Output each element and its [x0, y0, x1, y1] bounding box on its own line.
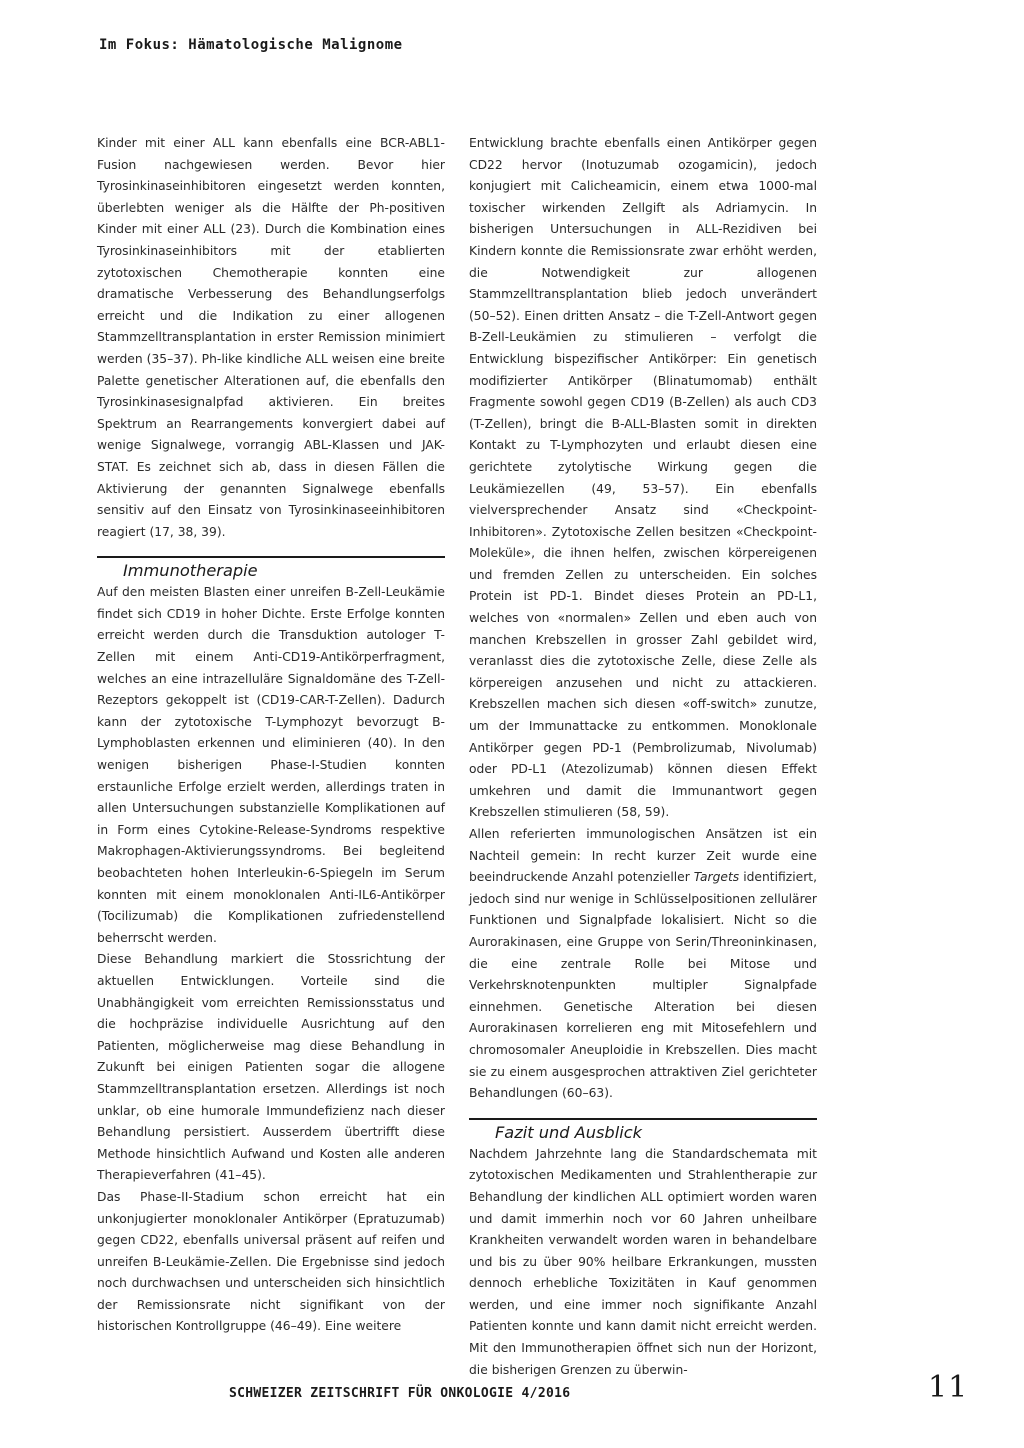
- body-paragraph: Diese Behandlung markiert die Stossrichtung der aktuellen Entwicklungen. Vorteile sind die Unabhängigkeit vom erreichten Remissionsstatus und die hochpräzise individuelle Ausrichtung auf den Patienten, möglicherweise mag diese Behandlung in Zukunft bei einigen Patienten sogar die allogene Stammzelltransplantation ersetzen. Allerdings ist noch unklar, ob eine humorale Immundefizienz nach dieser Behandlung persistiert. Ausserdem übertrifft diese Methode hinsichtlich Aufwand und Kosten alle anderen Therapieverfahren (41–45).: [97, 952, 445, 1183]
- running-title: Im Fokus: Hämatologische Malignome: [99, 37, 403, 53]
- section-title: Immunotherapie: [123, 561, 258, 581]
- section-fazit: [469, 1118, 817, 1144]
- section-title: Fazit und Ausblick: [495, 1122, 642, 1142]
- section-divider: [97, 556, 445, 558]
- italic-term: Targets: [693, 870, 740, 885]
- body-paragraph: Entwicklung brachte ebenfalls einen Antikörper gegen CD22 hervor (Inotuzumab ozogamicin), jedoch konjugiert mit Calicheamicin, einem etwa 1000-mal toxischer wirkenden Zellgift als Adriamycin. In bisherigen Untersuchungen in ALL-Rezidiven bei Kindern konnte die Remissionsrate zwar erhöht werden, die Notwendigkeit zur allogenen Stammzelltransplantation blieb jedoch unverändert (50–52). Einen dritten Ansatz – die T-Zell-Antwort gegen B-Zell-Leukämien zu stimulieren – verfolgt die Entwicklung bispezifischer Antikörper: Ein genetisch modifizierter Antikörper (Blinatumomab) enthält Fragmente sowohl gegen CD19 (B-Zellen) als auch CD3 (T-Zellen), bringt die B-ALL-Blasten somit in direkten Kontakt zu T-Lymphozyten und erlaubt diesen eine gerichtete zytolytische Wirkung gegen die Leukämiezellen (49, 53–57). Ein ebenfalls vielversprechender Ansatz sind «Checkpoint-Inhibitoren». Zytotoxische Zellen besitzen «Checkpoint-Moleküle», die ihnen helfen, zwischen körpereigenen und fremden Zellen zu unterscheiden. Ein solches Protein ist PD-1. Bindet dieses Protein an PD-L1, welches von «normalen» Zellen und eben auch von manchen Krebszellen in grosser Zahl gebildet wird, veranlasst dies die zytotoxische Zelle, diese Zelle als körpereigen anzusehen und nicht zu attackieren. Krebszellen machen sich diesen «off-switch» zunutze, um der Immunattacke zu entkommen. Monoklonale Antikörper gegen PD-1 (Pembrolizumab, Nivolumab) oder PD-L1 (Atezolizumab) können diesen Effekt umkehren und damit die Immunantwort gegen Krebszellen stimulieren (58, 59).: [469, 136, 817, 820]
- section-divider: [469, 1118, 817, 1120]
- page-number: 11: [928, 1370, 969, 1405]
- right-column: [469, 133, 817, 1381]
- body-paragraph: Das Phase-II-Stadium schon erreicht hat ein unkonjugierter monoklonaler Antikörper (Epratuzumab) gegen CD22, ebenfalls universal präsent auf reifen und unreifen B-Leukämie-Zellen. Die Ergebnisse sind jedoch noch durchwachsen und unterscheiden sich hinsichtlich der Remissionsrate nicht signifikant von der historischen Kontrollgruppe (46–49). Eine weitere: [97, 1189, 445, 1334]
- body-paragraph: Nachdem Jahrzehnte lang die Standardschemata mit zytotoxischen Medikamenten und Strahlentherapie zur Behandlung der kindlichen ALL optimiert worden waren und damit immerhin noch vor 60 Jahren unheilbare Krankheiten verwandelt worden waren in behandelbare und bis zu über 90% heilbare Erkrankungen, mussten dennoch erhebliche Toxizitäten in Kauf genommen werden, und eine immer noch signifikante Anzahl Patienten konnte und kann damit nicht erreicht werden. Mit den Immunotherapien öffnet sich nun der Horizont, die bisherigen Grenzen zu überwin-: [469, 1146, 817, 1377]
- text-run: Allen referierten immunologischen Ansätzen ist ein Nachteil gemein: In recht kurzer Zeit wurde eine beeindruckende Anzahl potenzieller: [469, 827, 817, 885]
- body-paragraph: Auf den meisten Blasten einer unreifen B-Zell-Leukämie findet sich CD19 in hoher Dichte. Erste Erfolge konnten erreicht werden durch die Transduktion autologer T-Zellen mit einem Anti-CD19-Antikörperfragment, welches an eine intrazelluläre Signaldomäne des T-Zell-Rezeptors gekoppelt ist (CD19-CAR-T-Zellen). Dadurch kann der zytotoxische T-Lymphozyt bevorzugt B-Lymphoblasten erkennen und eliminieren (40). In den wenigen bisherigen Phase-I-Studien konnten erstaunliche Erfolge erzielt werden, allerdings traten in allen Untersuchungen substanzielle Komplikationen auf in Form eines Cytokine-Release-Syndroms respektive Makrophagen-Aktivierungssyndroms. Bei begleitend beobachteten hohen Interleukin-6-Spiegeln im Serum konnten mit einem monoklonalen Anti-IL6-Antikörper (Tocilizumab) die Komplikationen zufriedenstellend beherrscht werden.: [97, 585, 445, 945]
- left-column: [97, 133, 445, 1338]
- text-run: identifiziert, jedoch sind nur wenige in Schlüsselpositionen zellulärer Funktionen und Signalpfade lokalisiert. Nicht so die Aurorakinasen, eine Gruppe von Serin/Threoninkinasen, die eine zentrale Rolle bei Mitose und Verkehrsknotenpunkten multipler Signalpfade einnehmen. Genetische Alteration bei diesen Aurorakinasen korrelieren eng mit Mitosefehlern und chromosomaler Aneuploidie in Krebszellen. Dies macht sie zu einem ausgesprochen attraktiven Ziel gerichteter Behandlungen (60–63).: [469, 870, 817, 1101]
- journal-footer: SCHWEIZER ZEITSCHRIFT FÜR ONKOLOGIE 4/2016: [229, 1386, 571, 1401]
- intro-paragraph: Kinder mit einer ALL kann ebenfalls eine BCR-ABL1-Fusion nachgewiesen werden. Bevor hier Tyrosinkinaseinhibitoren eingesetzt werden konnten, überlebten weniger als die Hälfte der Ph-positiven Kinder mit einer ALL (23). Durch die Kombination eines Tyrosinkinaseinhibitors mit der etablierten zytotoxischen Chemotherapie konnten eine dramatische Verbesserung des Behandlungserfolgs erreicht und die Indikation zu einer allogenen Stammzelltransplantation in erster Remission minimiert werden (35–37). Ph-like kindliche ALL weisen eine breite Palette genetischer Alterationen auf, die ebenfalls den Tyrosinkinasesignalpfad aktivieren. Ein breites Spektrum an Rearrangements konvergiert dabei auf wenige Signalwege, vorrangig ABL-Klassen und JAK-STAT. Es zeichnet sich ab, dass in diesen Fällen die Aktivierung der genannten Signalwege ebenfalls sensitiv auf den Einsatz von Tyrosinkinaseeinhibitoren reagiert (17, 38, 39).: [97, 136, 445, 539]
- body-paragraph: [469, 824, 817, 1105]
- section-immunotherapie: [97, 556, 445, 582]
